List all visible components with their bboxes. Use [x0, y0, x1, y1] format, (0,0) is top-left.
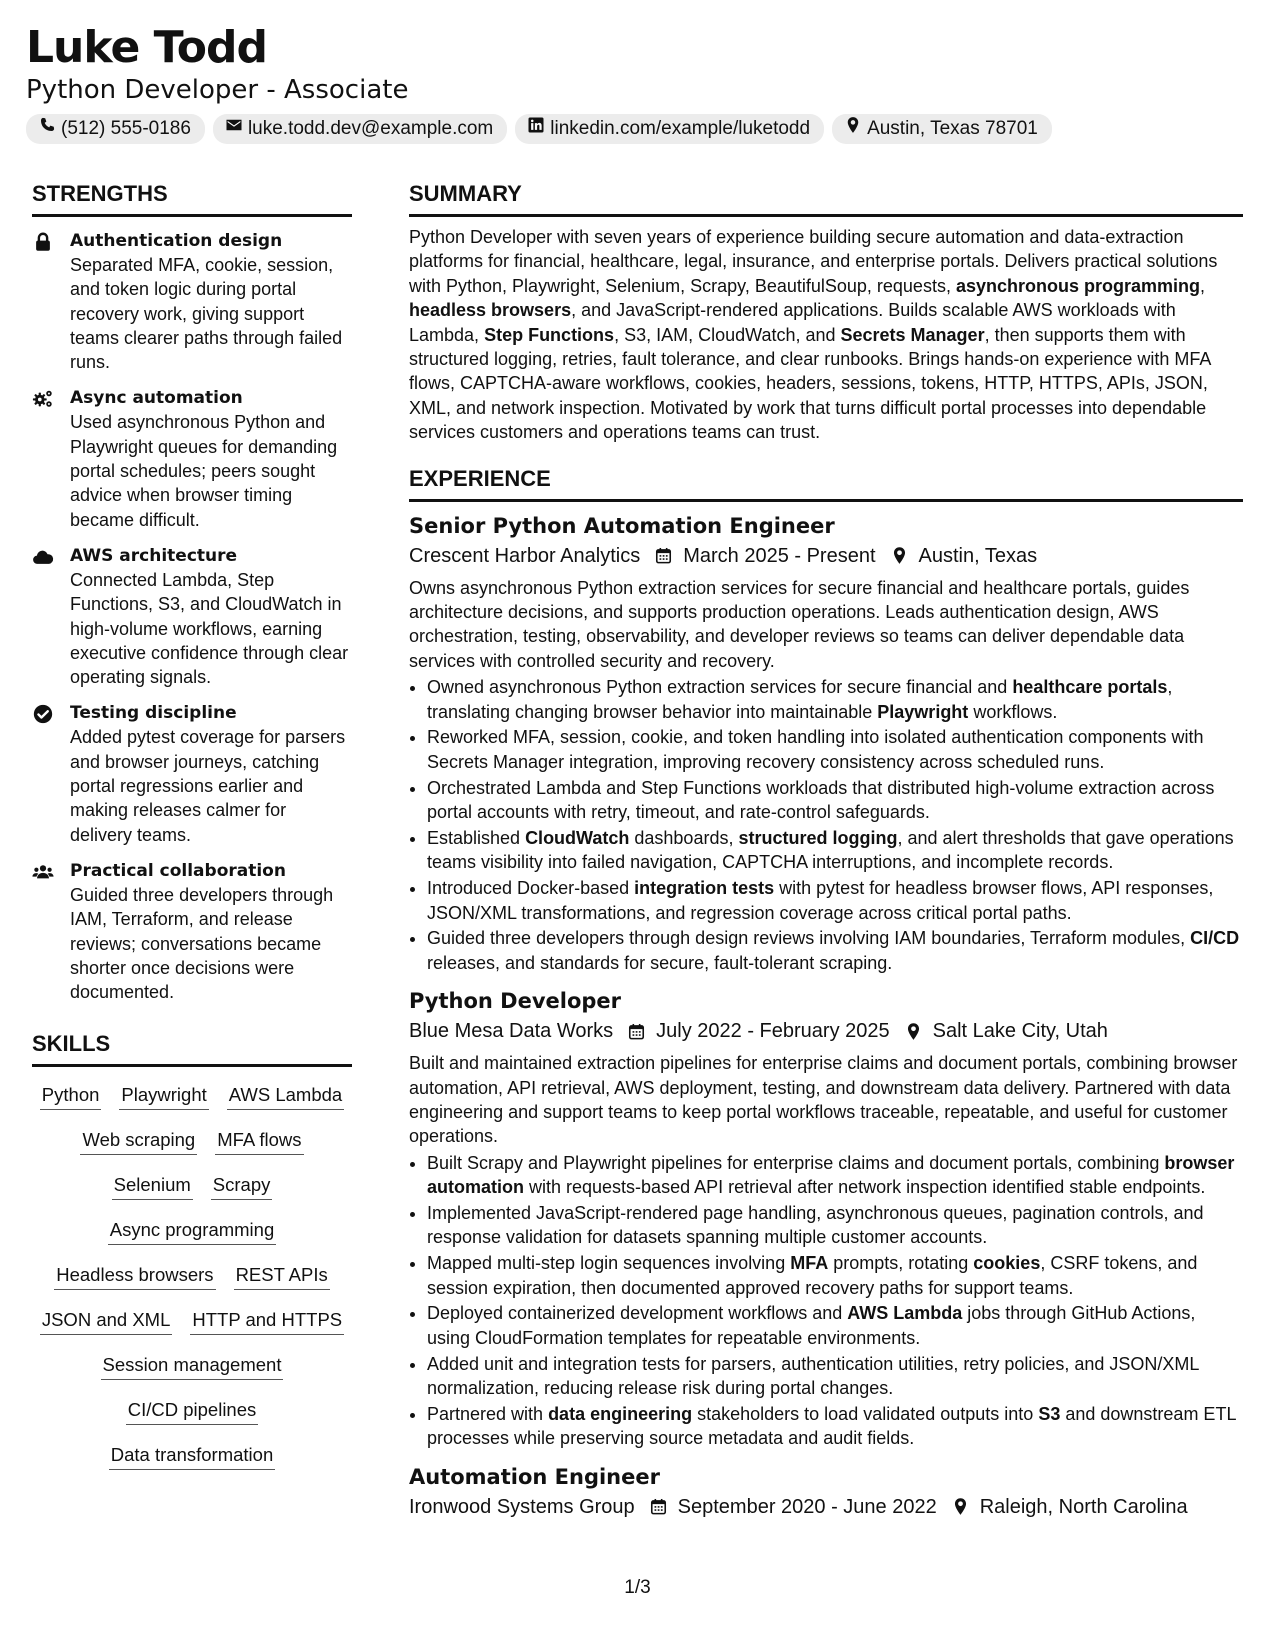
skill-row: [32, 1083, 352, 1110]
summary-fragment: ,: [1200, 275, 1206, 296]
contact-location: [832, 114, 1052, 144]
strength-title: Authentication design: [70, 231, 283, 251]
strength-body: Used asynchronous Python and Playwright queues for demanding portal schedules; peers sought advice when browser timing became difficult.: [70, 412, 338, 530]
job-bullets: [409, 675, 1243, 975]
skill-row: [32, 1443, 352, 1470]
bullet-item: [427, 1151, 1243, 1200]
strength-title: Async automation: [70, 388, 243, 409]
emphasis-text: headless browsers: [409, 300, 572, 321]
bullet-text: Established: [427, 827, 526, 848]
emphasis-text: CI/CD: [1190, 928, 1240, 949]
map-pin-icon: [844, 116, 862, 142]
emphasis-text: structured logging: [738, 827, 898, 848]
skill-chip: CI/CD pipelines: [126, 1398, 259, 1425]
map-pin-icon: [951, 1497, 970, 1516]
candidate-role: Python Developer - Associate: [26, 75, 409, 105]
strength-item: [32, 701, 352, 846]
emphasis-text: CloudWatch: [525, 827, 630, 848]
job-dates: July 2022 - February 2025: [656, 1020, 890, 1043]
emphasis-text: AWS Lambda: [847, 1303, 963, 1324]
bullet-text: with pytest for headless browser flows, API responses, JSON/XML transformations, and regression coverage across critical portal paths.: [427, 878, 1214, 923]
skill-row: [32, 1128, 352, 1155]
emphasis-text: Step Functions: [484, 324, 615, 345]
bullet-text: , translating changing browser behavior into maintainable: [427, 677, 1173, 722]
skills-section: [32, 1030, 352, 1470]
skill-row: [32, 1218, 352, 1245]
strength-item: [32, 229, 352, 374]
gears-icon: [32, 388, 54, 410]
bullet-text: , CSRF tokens, and session expiration, then documented approved recovery paths for support teams.: [427, 1253, 1198, 1298]
skill-chip: Async programming: [108, 1218, 277, 1245]
job-location: Austin, Texas: [918, 544, 1038, 567]
summary-text: [409, 225, 1243, 445]
emphasis-text: healthcare portals: [1012, 677, 1168, 698]
job-title: Python Developer: [409, 989, 622, 1014]
bullet-item: [427, 926, 1243, 975]
bullet-item: [427, 1352, 1243, 1401]
skill-chip: Data transformation: [109, 1443, 275, 1470]
strength-body: Guided three developers through IAM, Terraform, and release reviews; conversations became shorter once decisions were documented.: [70, 884, 334, 1003]
skill-chip: Scrapy: [211, 1173, 273, 1200]
strengths-heading: STRENGTHS: [32, 180, 352, 217]
strength-item: [32, 859, 352, 1004]
skill-chip: REST APIs: [234, 1263, 330, 1290]
summary-fragment: Python Developer with seven years of experience building secure automation and data-extraction platforms for financial, healthcare, legal, insurance, and enterprise portals. Delivers practical solutions with Python, Playwright, Selenium, Scrapy, BeautifulSoup, requests,: [409, 227, 1218, 296]
strength-title: AWS architecture: [70, 545, 238, 566]
job-bullets: [409, 1151, 1243, 1451]
job-description: Owns asynchronous Python extraction services for secure financial and healthcare portals, guides architecture decisions, and supports production operations. Leads authentication design, AWS orchestration, testing, observability, and developer reviews so teams can deliver dependable data services with controlled security and recovery.: [409, 577, 1190, 671]
emphasis-text: data engineering: [548, 1403, 693, 1424]
strength-body: Separated MFA, cookie, session, and token logic during portal recovery work, giving support teams clearer paths through failed runs.: [70, 255, 343, 373]
emphasis-text: asynchronous programming: [955, 275, 1200, 296]
job-dates: September 2020 - June 2022: [677, 1495, 937, 1518]
map-pin-icon: [890, 546, 909, 565]
page-number: 1/3: [624, 1577, 651, 1598]
skills-heading: SKILLS: [32, 1030, 352, 1067]
bullet-text: Deployed containerized development workflows and: [427, 1303, 848, 1324]
job-company: Crescent Harbor Analytics: [409, 544, 641, 567]
skill-chip: HTTP and HTTPS: [190, 1308, 344, 1335]
job-location: Salt Lake City, Utah: [932, 1020, 1108, 1043]
strength-title: Practical collaboration: [70, 860, 286, 881]
emphasis-text: Secrets Manager: [840, 324, 985, 345]
job-company: Blue Mesa Data Works: [409, 1020, 614, 1043]
emphasis-text: cookies: [973, 1253, 1041, 1274]
right-column: [409, 180, 1243, 1521]
emphasis-text: S3: [1038, 1403, 1061, 1424]
contact-phone: [26, 114, 205, 144]
strength-item: [32, 386, 352, 531]
skill-chip: MFA flows: [215, 1128, 303, 1155]
summary-fragment: , then supports them with structured logging, retries, fault tolerance, and clear runbooks. Brings hands-on experience with MFA flows, CAPTCHA-aware workflows, cookies, headers, sessions, tokens, HTTP, HTTPS, APIs, JSON, XML, and network inspection. Motivated by work that turns difficult portal processes into dependable services customers and operations teams can trust.: [409, 324, 1211, 443]
bullet-item: [427, 1402, 1243, 1451]
job-description: Built and maintained extraction pipelines for enterprise claims and document portals, combining browser automation, API retrieval, AWS deployment, testing, and downstream data delivery. Partnered with data engineering and support teams to keep portal workflows traceable, repeatable, and useful for customer operations.: [409, 1053, 1238, 1147]
bullet-item: [427, 826, 1243, 875]
emphasis-text: Playwright: [877, 701, 969, 722]
bullet-text: releases, and standards for secure, fault-tolerant scraping.: [427, 952, 893, 973]
bullet-text: Implemented JavaScript-rendered page handling, asynchronous queues, pagination controls, and response validation for datasets spanning multiple customer accounts.: [427, 1202, 1204, 1248]
contact-email-text: luke.todd.dev@example.com: [247, 118, 494, 139]
job-list: [409, 512, 1243, 1521]
job-meta: [409, 1017, 1243, 1045]
skill-chip: JSON and XML: [40, 1308, 173, 1335]
bullet-text: Reworked MFA, session, cookie, and token handling into isolated authentication components with Secrets Manager integration, improving recovery consistency across scheduled runs.: [427, 727, 1204, 772]
left-column: [32, 180, 352, 1470]
skill-chip: Playwright: [119, 1083, 208, 1110]
skill-chip: Selenium: [112, 1173, 193, 1200]
bullet-text: workflows.: [968, 701, 1058, 722]
emphasis-text: integration tests: [634, 878, 775, 899]
skill-chips: [32, 1083, 352, 1470]
bullet-text: Orchestrated Lambda and Step Functions workloads that distributed high-volume extraction across portal accounts with retry, timeout, and rate-control safeguards.: [427, 777, 1215, 823]
skill-chip: Session management: [101, 1353, 284, 1380]
bullet-text: Added unit and integration tests for parsers, authentication utilities, retry policies, and JSON/XML normalization, reducing release risk during portal changes.: [427, 1353, 1199, 1398]
job-entry: [409, 987, 1243, 1450]
strength-title: Testing discipline: [70, 703, 237, 724]
emphasis-text: browser automation: [427, 1152, 1235, 1198]
map-pin-icon: [904, 1022, 923, 1041]
linkedin-icon: [527, 116, 545, 142]
contact-linkedin[interactable]: [515, 114, 824, 144]
contact-email[interactable]: [213, 114, 507, 144]
job-entry: [409, 1463, 1243, 1521]
strength-body: Connected Lambda, Step Functions, S3, and CloudWatch in high-volume workflows, earning executive confidence through clear operating signals.: [70, 569, 349, 688]
job-title: Automation Engineer: [409, 1464, 660, 1489]
summary-fragment: , S3, IAM, CloudWatch, and: [614, 324, 841, 345]
strengths-list: [32, 229, 352, 1004]
calendar-icon: [649, 1497, 668, 1516]
calendar-icon: [627, 1022, 646, 1041]
strength-item: [32, 544, 352, 689]
phone-icon: [38, 116, 56, 142]
calendar-icon: [654, 546, 673, 565]
bullet-item: [427, 1251, 1243, 1300]
bullet-text: Built Scrapy and Playwright pipelines for enterprise claims and document portals, combining: [427, 1152, 1165, 1173]
summary-heading: SUMMARY: [409, 180, 1243, 217]
bullet-text: prompts, rotating: [828, 1253, 974, 1274]
bullet-text: Introduced Docker-based: [427, 878, 635, 899]
skill-row: [32, 1398, 352, 1425]
skill-row: [32, 1173, 352, 1200]
bullet-item: [427, 1301, 1243, 1350]
bullet-item: [427, 675, 1243, 724]
skill-chip: AWS Lambda: [227, 1083, 344, 1110]
skill-chip: Python: [40, 1083, 102, 1110]
job-company: Ironwood Systems Group: [409, 1495, 635, 1518]
contact-location-text: Austin, Texas 78701: [867, 118, 1038, 139]
job-location: Raleigh, North Carolina: [979, 1495, 1188, 1518]
bullet-text: , and alert thresholds that gave operations teams visibility into failed navigation, CAPTCHA interruptions, and incomplete records.: [427, 827, 1234, 873]
skill-chip: Web scraping: [80, 1128, 197, 1155]
job-meta: [409, 542, 1243, 570]
resume-header: [26, 22, 1249, 144]
bullet-text: Mapped multi-step login sequences involving: [427, 1253, 791, 1274]
strength-body: Added pytest coverage for parsers and browser journeys, catching portal regressions earlier and making releases calmer for delivery teams.: [70, 727, 346, 845]
candidate-name: Luke Todd: [26, 22, 267, 73]
bullet-text: Partnered with: [427, 1403, 549, 1424]
envelope-icon: [225, 116, 243, 142]
bullet-item: [427, 1201, 1243, 1250]
bullet-item: [427, 876, 1243, 925]
users-icon: [32, 861, 54, 883]
bullet-text: stakeholders to load validated outputs into: [692, 1403, 1039, 1424]
contact-phone-text: (512) 555-0186: [61, 118, 191, 139]
bullet-item: [427, 725, 1243, 774]
bullet-text: Guided three developers through design reviews involving IAM boundaries, Terraform modules,: [427, 928, 1191, 949]
bullet-item: [427, 776, 1243, 825]
skill-row: [32, 1263, 352, 1290]
contact-linkedin-text: linkedin.com/example/luketodd: [550, 118, 811, 139]
skill-row: [32, 1353, 352, 1380]
contact-bar: [26, 114, 1249, 144]
job-meta: [409, 1493, 1243, 1521]
bullet-text: with requests-based API retrieval after network inspection identified stable endpoints.: [524, 1177, 1206, 1198]
skill-row: [32, 1308, 352, 1335]
job-entry: [409, 512, 1243, 975]
check-circle-icon: [32, 703, 54, 725]
emphasis-text: MFA: [790, 1253, 829, 1274]
job-dates: March 2025 - Present: [683, 544, 876, 567]
lock-icon: [32, 231, 54, 253]
bullet-text: dashboards,: [629, 827, 739, 848]
job-title: Senior Python Automation Engineer: [409, 513, 835, 538]
experience-heading: EXPERIENCE: [409, 465, 1243, 502]
skill-chip: Headless browsers: [54, 1263, 215, 1290]
bullet-text: Owned asynchronous Python extraction services for secure financial and: [427, 677, 1013, 698]
bullet-text: and downstream ETL processes while preserving source metadata and audit fields.: [427, 1403, 1236, 1449]
summary-fragment: , and JavaScript-rendered applications. Builds scalable AWS workloads with Lambda,: [409, 300, 1176, 345]
bullet-text: jobs through GitHub Actions, using CloudFormation templates for repeatable environments.: [427, 1303, 1196, 1348]
experience-section: [409, 465, 1243, 1521]
cloud-icon: [32, 546, 54, 568]
